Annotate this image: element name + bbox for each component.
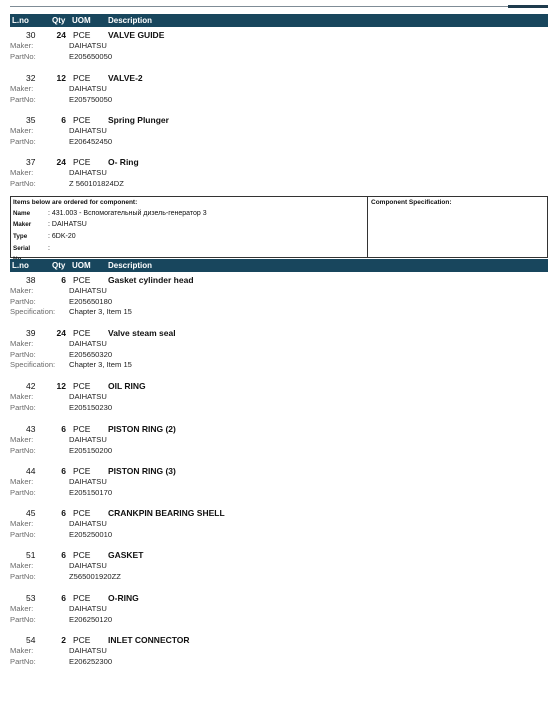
item-main-row: [10, 381, 548, 392]
item-partno: E205250010: [69, 529, 113, 539]
partno-label: PartNo:: [10, 656, 36, 666]
item-maker: DAIHATSU: [69, 286, 107, 295]
item-main-row: [10, 424, 548, 435]
list-item: [10, 73, 548, 105]
item-description: INLET CONNECTOR: [108, 635, 190, 645]
item-maker-row: [10, 604, 548, 615]
item-partno-row: [10, 446, 548, 457]
item-quantity: 6: [61, 508, 66, 518]
column-header: [10, 14, 548, 27]
maker-label: Maker:: [10, 41, 34, 50]
maker-label: Maker:: [10, 477, 34, 486]
item-maker: DAIHATSU: [69, 646, 107, 655]
item-quantity: 24: [56, 157, 66, 167]
component-type-value: : 6DK-20: [48, 233, 76, 240]
item-description: CRANKPIN BEARING SHELL: [108, 508, 225, 518]
item-maker-row: [10, 646, 548, 657]
item-maker: DAIHATSU: [69, 392, 107, 401]
component-maker-value: : DAIHATSU: [48, 221, 87, 228]
partno-label: PartNo:: [10, 178, 36, 188]
item-partno-row: [10, 350, 548, 361]
list-item: [10, 593, 548, 625]
list-item: [10, 275, 548, 318]
list-item: [10, 508, 548, 540]
item-line-number: 32: [26, 73, 36, 83]
item-maker: DAIHATSU: [69, 435, 107, 444]
maker-label: Maker:: [10, 519, 34, 528]
item-uom: PCE: [73, 381, 91, 391]
item-line-number: 42: [26, 381, 36, 391]
maker-label: Maker:: [10, 435, 34, 444]
item-maker: DAIHATSU: [69, 604, 107, 613]
item-maker-row: [10, 519, 548, 530]
item-maker-row: [10, 41, 548, 52]
item-description: O- Ring: [108, 157, 139, 167]
item-partno-row: [10, 95, 548, 106]
item-uom: PCE: [73, 466, 91, 476]
item-partno-row: [10, 657, 548, 668]
item-description: Spring Plunger: [108, 115, 169, 125]
item-main-row: [10, 73, 548, 84]
item-spec: Chapter 3, Item 15: [69, 307, 132, 317]
item-uom: PCE: [73, 275, 91, 285]
list-item: [10, 550, 548, 582]
partno-label: PartNo:: [10, 445, 36, 455]
item-uom: PCE: [73, 593, 91, 603]
header-lno: L.no: [12, 16, 29, 25]
component-box: [10, 196, 548, 258]
item-uom: PCE: [73, 73, 91, 83]
component-spec-title: Component Specification:: [371, 199, 452, 206]
list-item: [10, 381, 548, 413]
spec-label: Specification:: [10, 360, 56, 370]
item-main-row: [10, 466, 548, 477]
item-partno-row: [10, 615, 548, 626]
item-maker-row: [10, 339, 548, 350]
item-partno: E205650320: [69, 349, 113, 359]
maker-label: Maker:: [10, 561, 34, 570]
item-uom: PCE: [73, 635, 91, 645]
component-name-label: Name: [13, 210, 31, 217]
list-item: [10, 466, 548, 498]
item-quantity: 6: [61, 275, 66, 285]
item-maker: DAIHATSU: [69, 168, 107, 177]
list-item: [10, 328, 548, 371]
item-maker-row: [10, 477, 548, 488]
item-line-number: 44: [26, 466, 36, 476]
item-description: OIL RING: [108, 381, 146, 391]
item-maker-row: [10, 561, 548, 572]
item-main-row: [10, 328, 548, 339]
item-spec: Chapter 3, Item 15: [69, 360, 132, 370]
item-description: PISTON RING (2): [108, 424, 176, 434]
item-partno: E206452450: [69, 136, 113, 146]
item-description: Valve steam seal: [108, 328, 176, 338]
item-partno: E205150200: [69, 445, 113, 455]
item-maker: DAIHATSU: [69, 84, 107, 93]
header-description: Description: [108, 261, 153, 270]
item-uom: PCE: [73, 424, 91, 434]
item-quantity: 24: [56, 328, 66, 338]
item-maker-row: [10, 126, 548, 137]
maker-label: Maker:: [10, 286, 34, 295]
item-maker-row: [10, 435, 548, 446]
item-quantity: 6: [61, 466, 66, 476]
item-maker: DAIHATSU: [69, 519, 107, 528]
item-description: Gasket cylinder head: [108, 275, 194, 285]
maker-label: Maker:: [10, 646, 34, 655]
item-uom: PCE: [73, 157, 91, 167]
item-partno: E205150170: [69, 487, 113, 497]
maker-label: Maker:: [10, 126, 34, 135]
item-partno-row: [10, 403, 548, 414]
item-line-number: 53: [26, 593, 36, 603]
item-line-number: 30: [26, 30, 36, 40]
item-partno: Z 560101824DZ: [69, 178, 124, 188]
item-maker-row: [10, 84, 548, 95]
item-quantity: 2: [61, 635, 66, 645]
component-name-value: : 431.003 - Вспомогательный дизель-генератор 3: [48, 210, 207, 217]
item-maker: DAIHATSU: [69, 339, 107, 348]
item-partno-row: [10, 179, 548, 190]
list-item: [10, 635, 548, 667]
item-partno: Z565001920ZZ: [69, 571, 121, 581]
item-description: PISTON RING (3): [108, 466, 176, 476]
maker-label: Maker:: [10, 84, 34, 93]
item-partno-row: [10, 530, 548, 541]
item-maker-row: [10, 168, 548, 179]
item-quantity: 6: [61, 550, 66, 560]
item-description: GASKET: [108, 550, 144, 560]
item-partno-row: [10, 297, 548, 308]
item-main-row: [10, 508, 548, 519]
item-partno: E205150230: [69, 402, 113, 412]
item-line-number: 54: [26, 635, 36, 645]
partno-label: PartNo:: [10, 402, 36, 412]
item-quantity: 24: [56, 30, 66, 40]
item-partno: E206250120: [69, 614, 113, 624]
item-uom: PCE: [73, 328, 91, 338]
item-line-number: 39: [26, 328, 36, 338]
header-description: Description: [108, 16, 153, 25]
item-main-row: [10, 593, 548, 604]
top-rule: [10, 5, 548, 13]
item-line-number: 43: [26, 424, 36, 434]
partno-label: PartNo:: [10, 136, 36, 146]
maker-label: Maker:: [10, 604, 34, 613]
partno-label: PartNo:: [10, 614, 36, 624]
partno-label: PartNo:: [10, 349, 36, 359]
header-qty: Qty: [52, 16, 66, 25]
item-maker-row: [10, 286, 548, 297]
item-partno-row: [10, 52, 548, 63]
top-rule-thin: [10, 6, 512, 7]
maker-label: Maker:: [10, 168, 34, 177]
header-qty: Qty: [52, 261, 66, 270]
item-partno-row: [10, 572, 548, 583]
item-partno: E205650050: [69, 51, 113, 61]
item-main-row: [10, 275, 548, 286]
partno-label: PartNo:: [10, 529, 36, 539]
item-line-number: 35: [26, 115, 36, 125]
list-item: [10, 157, 548, 189]
header-uom: UOM: [72, 16, 91, 25]
component-serial-label: Serial: [13, 245, 31, 252]
partno-label: PartNo:: [10, 487, 36, 497]
item-line-number: 45: [26, 508, 36, 518]
item-maker: DAIHATSU: [69, 561, 107, 570]
component-serial-value: :: [48, 245, 50, 252]
spec-label: Specification:: [10, 307, 56, 317]
item-quantity: 6: [61, 115, 66, 125]
maker-label: Maker:: [10, 392, 34, 401]
item-maker: DAIHATSU: [69, 477, 107, 486]
list-item: [10, 115, 548, 147]
partno-label: PartNo:: [10, 94, 36, 104]
item-description: O-RING: [108, 593, 139, 603]
item-line-number: 51: [26, 550, 36, 560]
item-line-number: 37: [26, 157, 36, 167]
item-spec-row: [10, 360, 548, 371]
item-quantity: 12: [56, 73, 66, 83]
item-maker: DAIHATSU: [69, 41, 107, 50]
item-main-row: [10, 635, 548, 646]
partno-label: PartNo:: [10, 51, 36, 61]
maker-label: Maker:: [10, 339, 34, 348]
item-partno: E206252300: [69, 656, 113, 666]
column-header-2: [10, 259, 548, 272]
header-lno: L.no: [12, 261, 29, 270]
list-item: [10, 424, 548, 456]
item-main-row: [10, 550, 548, 561]
item-main-row: [10, 157, 548, 168]
item-uom: PCE: [73, 115, 91, 125]
component-title: Items below are ordered for component:: [13, 199, 138, 206]
item-uom: PCE: [73, 30, 91, 40]
item-partno: E205750050: [69, 94, 113, 104]
item-line-number: 38: [26, 275, 36, 285]
partno-label: PartNo:: [10, 296, 36, 306]
item-maker-row: [10, 392, 548, 403]
item-description: VALVE-2: [108, 73, 143, 83]
list-item: [10, 30, 548, 62]
item-uom: PCE: [73, 550, 91, 560]
item-main-row: [10, 30, 548, 41]
item-quantity: 6: [61, 424, 66, 434]
top-rule-thick: [508, 5, 548, 8]
item-main-row: [10, 115, 548, 126]
header-uom: UOM: [72, 261, 91, 270]
component-type-label: Type: [13, 233, 28, 240]
partno-label: PartNo:: [10, 571, 36, 581]
item-spec-row: [10, 307, 548, 318]
item-partno-row: [10, 137, 548, 148]
item-description: VALVE GUIDE: [108, 30, 165, 40]
item-partno: E205650180: [69, 296, 113, 306]
item-uom: PCE: [73, 508, 91, 518]
item-partno-row: [10, 488, 548, 499]
item-maker: DAIHATSU: [69, 126, 107, 135]
item-quantity: 6: [61, 593, 66, 603]
item-quantity: 12: [56, 381, 66, 391]
component-divider: [367, 197, 368, 257]
component-maker-label: Maker: [13, 221, 32, 228]
